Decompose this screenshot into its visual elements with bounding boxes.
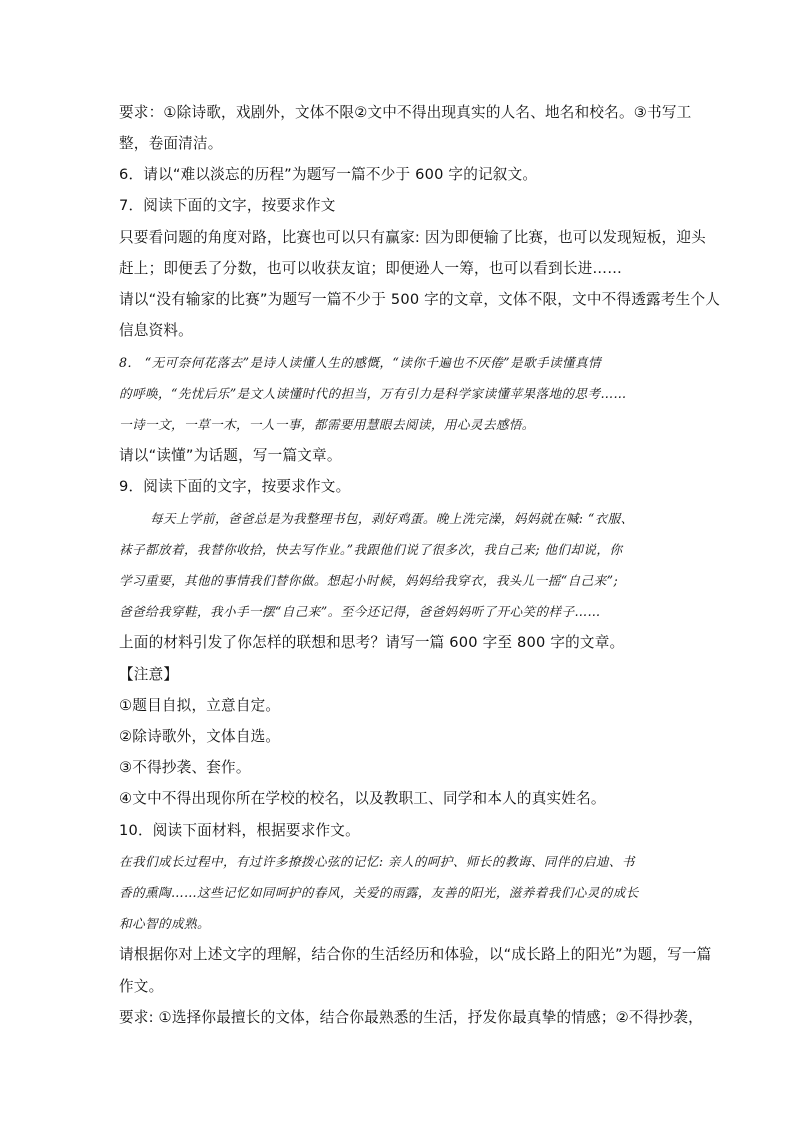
question-9-material-end: 爸爸给我穿鞋，我小手一摆“自己来”。至今还记得，爸爸妈妈听了开心笑的样子…… (119, 604, 601, 619)
notice-item-1: ①题目自拟，立意自定。 (119, 697, 281, 714)
question-8-material: 8． “无可奈何花落去”是诗人读懂人生的感慨，“读你千遍也不厌倦”是歌手读懂真情 (119, 355, 601, 370)
question-10-heading: 10．阅读下面材料，根据要求作文。 (119, 822, 360, 839)
question-9-material-cont: 袜子都放着，我替你收拾，快去写作业。”我跟他们说了很多次，我自己来; 他们却说，你 (119, 542, 623, 557)
question-10-requirements: 要求: ①选择你最擅长的文体，结合你最熟悉的生活，抒发你最真挚的情感；②不得抄袭， (119, 1009, 703, 1026)
question-7-heading: 7．阅读下面的文字，按要求作文 (119, 197, 336, 214)
question-8-prompt: 请以“读懂”为话题，写一篇文章。 (119, 447, 342, 464)
notice-item-3: ③不得抄袭、套作。 (119, 759, 251, 776)
question-8-material-end: 一诗一文，一草一木，一人一事，都需要用慧眼去阅读，用心灵去感悟。 (119, 417, 535, 432)
question-9-material: 每天上学前，爸爸总是为我整理书包，剥好鸡蛋。晚上洗完澡，妈妈就在喊: “衣服、 (150, 511, 634, 526)
question-7-prompt-cont: 信息资料。 (119, 322, 193, 339)
question-8-material-cont: 的呼唤，“先忧后乐”是文人读懂时代的担当，万有引力是科学家读懂苹果落地的思考…… (119, 386, 627, 401)
notice-heading: 【注意】 (119, 666, 179, 683)
question-10-material: 在我们成长过程中，有过许多撩拨心弦的记忆: 亲人的呵护、师长的教诲、同伴的启迪、书 (119, 854, 635, 869)
question-7-material-cont: 赶上；即便丢了分数，也可以收获友谊；即便逊人一筹，也可以看到长进…… (119, 260, 622, 277)
notice-item-2: ②除诗歌外，文体自选。 (119, 728, 281, 745)
question-9-heading: 9．阅读下面的文字，按要求作文。 (119, 478, 351, 495)
question-9-material-cont2: 学习重要，其他的事情我们替你做。想起小时候，妈妈给我穿衣，我头儿一摇“自己来”; (119, 573, 619, 588)
question-7-prompt: 请以“没有输家的比赛”为题写一篇不少于 500 字的文章，文体不限，文中不得透露考生个人 (119, 291, 721, 308)
requirements-line: 要求：①除诗歌，戏剧外，文体不限②文中不得出现真实的人名、地名和校名。③书写工 (119, 104, 692, 121)
question-10-prompt-cont: 作文。 (119, 978, 164, 995)
question-10-material-cont: 香的熏陶……这些记忆如同呵护的春风，关爱的雨露，友善的阳光，滋养着我们心灵的成长 (119, 885, 639, 900)
question-6: 6．请以“难以淡忘的历程”为题写一篇不少于 600 字的记叙文。 (119, 166, 538, 183)
question-7-material: 只要看问题的角度对路，比赛也可以只有赢家: 因为即便输了比赛，也可以发现短板，迎头 (119, 229, 706, 246)
question-9-prompt: 上面的材料引发了你怎样的联想和思考？请写一篇 600 字至 800 字的文章。 (119, 634, 625, 651)
question-10-prompt: 请根据你对上述文字的理解，结合你的生活经历和体验，以“成长路上的阳光”为题，写一篇 (119, 946, 712, 963)
question-10-material-end: 和心智的成熟。 (119, 916, 210, 931)
notice-item-4: ④文中不得出现你所在学校的校名，以及教职工、同学和本人的真实姓名。 (119, 790, 606, 807)
requirements-line-cont: 整，卷面清洁。 (119, 135, 223, 152)
